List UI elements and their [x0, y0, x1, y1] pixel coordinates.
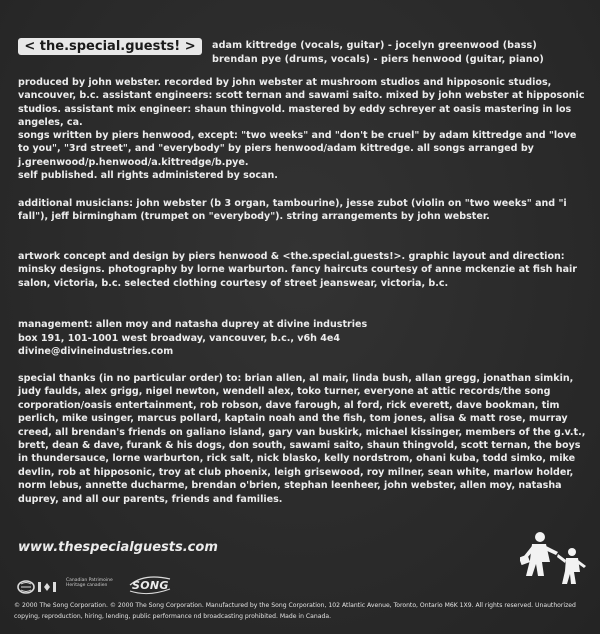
canadian-heritage-text: Canadian Patrimoine Heritage canadien: [66, 578, 113, 588]
production-credits: produced by john webster. recorded by john webster at mushroom studios and hipposonic studios, vancouver, b.c. assistant engineers: scott ternan and sawami saito. mixed by john webster at hipposonic studios. assistant mix engineer: shaun thingvold. mastered by eddy schreyer at oasis mastering in los angeles, ca.: [18, 77, 585, 129]
songwriting-credits: songs written by piers henwood, except: "two weeks" and "don't be cruel" by adam kittredge and "love to you", "3rd street", and "everybody" by piers henwood/adam kittredge. all songs arranged by j.greenwood/p.henwood/a.kittredge/b.pye.: [18, 130, 577, 168]
band-members-line-1: adam kittredge (vocals, guitar) - jocelyn greenwood (bass): [212, 40, 537, 51]
running-figures-icon: [520, 530, 592, 588]
song-logo-text: SONG: [132, 579, 169, 592]
band-logo: < the.special.guests! >: [18, 38, 202, 55]
copyright-notice: © 2000 The Song Corporation. © 2000 The Song Corporation. Manufactured by the Song Corporation, 102 Atlantic Avenue, Toronto, Ontario M6K 1X9. All rights reserved. Unauthorized copying, reproduction, hiring, lending, public performance nd broadcasting prohibited. Made in Canada.: [14, 602, 576, 620]
special-thanks: special thanks (in no particular order) to: brian allen, al mair, linda bush, allan gregg, jonathan simkin, judy faulds, alex grigg, nigel newton, wendell alex, toko turner, everyone at attic records/the song corporation/oasis entertainment, rob robson, dave farough, al ford, rick everett, dave bookman, tim perlich, mike usinger, marcus pollard, kaptain noah and the fish, tom jones, alisa & matt rose, murray creed, all brendan's friends on galiano island, gary van buskirk, michael kissinger, members of the g.v.t., brett, dean & dave, furank & his dogs, don south, sawami saito, shaun thingvold, scott ternan, the boys in thundersauce, lorne warburton, rick salt, nick blasko, kelly nordstrom, ohani kuba, todd simko, mike devlin, rob at hipposonic, troy at club phoenix, leigh grisewood, roy milner, sean white, marlow holder, norm lebus, annette ducharme, brendan o'brien, stephan leenheer, john webster, allen moy, natasha duprey, and all our parents, friends and families.: [18, 373, 586, 505]
management-credit: management: allen moy and natasha duprey at divine industries: [18, 319, 368, 330]
band-members-line-2: brendan pye (drums, vocals) - piers henwood (guitar, piano): [212, 54, 544, 65]
management-email: divine@divineindustries.com: [18, 346, 174, 357]
website-link[interactable]: www.thespecialguests.com: [18, 540, 218, 555]
additional-musicians: additional musicians: john webster (b 3 organ, tambourine), jesse zubot (violin on "two weeks" and "i fall"), jeff birmingham (trumpet on "everybody"). string arrangements by john webster.: [18, 198, 567, 223]
artwork-credits: artwork concept and design by piers henwood & <the.special.guests!>. graphic layout and direction: minsky designs. photography by lorne warburton. fancy haircuts courtesy of anne mckenzie at fish hair salon, victoria, b.c. selected clothing courtesy of street jeanswear, victoria, b.c.: [18, 251, 578, 289]
publishing-note: self published. all rights administered by socan.: [18, 170, 278, 181]
management-address: box 191, 101-1001 west broadway, vancouver, b.c., v6h 4e4: [18, 333, 341, 344]
